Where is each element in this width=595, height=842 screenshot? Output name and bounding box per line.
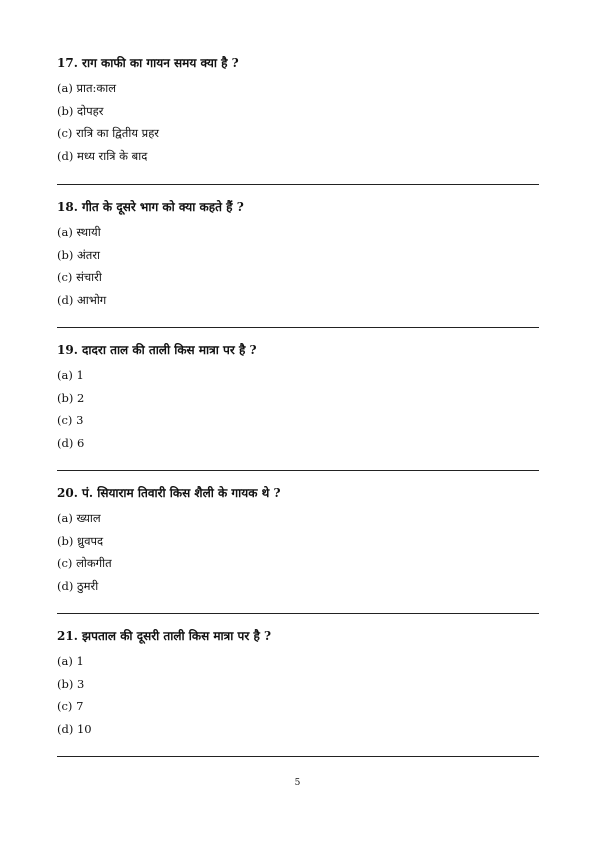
option-d: (d) 6	[57, 435, 85, 450]
option-a: (a) ख्याल	[57, 511, 101, 525]
option-d: (d) 10	[57, 721, 92, 736]
divider-line	[57, 470, 539, 471]
option-b: (b) 2	[57, 390, 85, 405]
option-d: (d) मध्य रात्रि के बाद	[57, 148, 148, 163]
option-b: (b) दोपहर	[57, 103, 104, 118]
option-a: (a) प्रात:काल	[57, 81, 117, 95]
option-d: (d) ठुमरी	[57, 578, 99, 593]
question-title: 19. दादरा ताल की ताली किस मात्रा पर है ?	[57, 343, 257, 357]
option-c: (c) 7	[57, 699, 84, 713]
option-c: (c) लोकगीत	[57, 556, 112, 570]
option-a: (a) 1	[57, 654, 84, 668]
question-19	[57, 342, 539, 451]
question-20	[57, 485, 539, 594]
question-title: 21. झपताल की दूसरी ताली किस मात्रा पर है ?	[57, 629, 272, 643]
divider-line	[57, 327, 539, 328]
question-title: 17. राग काफी का गायन समय क्या है ?	[57, 56, 239, 70]
divider-line	[57, 756, 539, 757]
option-d: (d) आभोग	[57, 292, 107, 307]
page-number: 5	[294, 778, 301, 788]
question-17	[57, 55, 539, 164]
question-title: 20. पं. सियाराम तिवारी किस शैली के गायक थे ?	[57, 486, 281, 500]
divider-line	[57, 184, 539, 185]
question-21	[57, 628, 539, 737]
option-c: (c) संचारी	[57, 270, 102, 284]
option-b: (b) 3	[57, 676, 85, 691]
option-b: (b) अंतरा	[57, 247, 101, 262]
option-a: (a) स्थायी	[57, 225, 101, 239]
option-c: (c) 3	[57, 413, 84, 427]
question-18	[57, 199, 539, 308]
option-c: (c) रात्रि का द्वितीय प्रहर	[57, 126, 160, 140]
divider-line	[57, 613, 539, 614]
option-a: (a) 1	[57, 368, 84, 382]
option-b: (b) ध्रुवपद	[57, 533, 104, 548]
question-title: 18. गीत के दूसरे भाग को क्या कहते हैं ?	[57, 200, 244, 214]
